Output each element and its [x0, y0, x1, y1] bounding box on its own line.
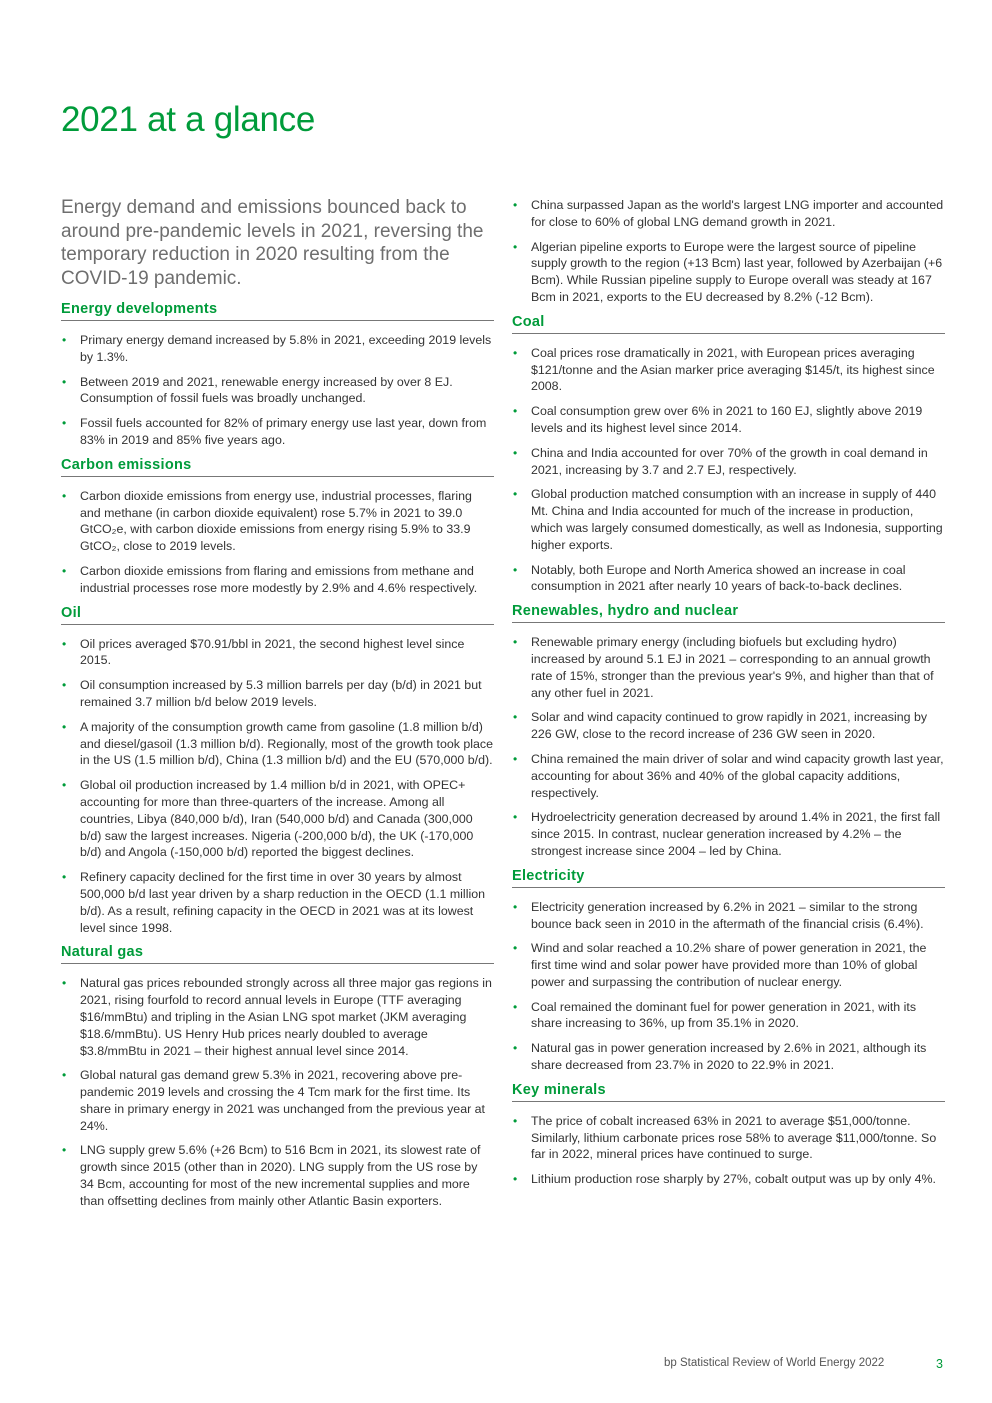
page-number: 3 — [936, 1357, 943, 1371]
bullet-dot-icon: • — [513, 1113, 518, 1128]
continued-natural-gas-list — [512, 197, 945, 306]
bullet-dot-icon: • — [513, 899, 518, 914]
intro-paragraph: Energy demand and emissions bounced back to around pre-pandemic levels in 2021, reversing the temporary reduction in 2020 resulting from the COVID-19 pandemic. — [61, 197, 484, 289]
bullet-item — [61, 415, 494, 449]
bullet-item — [512, 1113, 945, 1163]
left-column — [61, 196, 494, 1218]
bullet-item — [61, 869, 494, 936]
bullet-text: Global oil production increased by 1.4 million b/d in 2021, with OPEC+ accounting for more than three-quarters of the increase. Among all countries, Libya (840,000 b/d), Iran (540,000 b/d) and Canada (300,000 b/d) saw the largest increases. Nigeria (-200,000 b/d), the UK (-170,000 b/d) and Angola (-150,000 b/d) reported the biggest declines. — [80, 778, 474, 860]
bullet-text: Notably, both Europe and North America showed an increase in coal consumption in 2021 after nearly 10 years of back-to-back declines. — [531, 562, 906, 594]
section-oil — [61, 605, 494, 937]
bullet-text: Carbon dioxide emissions from flaring and emissions from methane and industrial processes rose more modestly by 2.9% and 4.6% respectively. — [80, 563, 478, 595]
bullet-item — [61, 677, 494, 711]
bullet-list — [61, 332, 494, 449]
section-heading: Oil — [61, 605, 494, 625]
bullet-text: Coal prices rose dramatically in 2021, with European prices averaging $121/tonne and the Asian marker price averaging $145/t, its highest since 2008. — [531, 345, 935, 394]
right-column — [512, 197, 945, 1196]
bullet-dot-icon: • — [62, 563, 67, 578]
bullet-item — [61, 332, 494, 366]
bullet-text: Solar and wind capacity continued to grow rapidly in 2021, increasing by 226 GW, close to the record increase of 236 GW seen in 2020. — [531, 710, 928, 742]
bullet-text: Fossil fuels accounted for 82% of primary energy use last year, down from 83% in 2019 and 85% five years ago. — [80, 416, 487, 447]
footer-publication: bp Statistical Review of World Energy 2022 — [664, 1357, 885, 1369]
bullet-dot-icon: • — [62, 488, 67, 503]
bullet-dot-icon: • — [513, 445, 518, 460]
bullet-dot-icon: • — [513, 562, 518, 577]
bullet-dot-icon: • — [513, 239, 518, 254]
section-heading: Energy developments — [61, 301, 494, 321]
bullet-text: Carbon dioxide emissions from energy use, industrial processes, flaring and methane (in carbon dioxide equivalent) rose 5.7% in 2021 to 39.0 GtCO₂e, with carbon dioxide emissions from energy rising 5.9% to 33.9 GtCO₂, close to 2019 levels. — [80, 488, 472, 554]
bullet-item — [512, 562, 945, 596]
bullet-dot-icon: • — [513, 810, 518, 825]
bullet-list — [512, 1113, 945, 1188]
bullet-text: Hydroelectricity generation decreased by around 1.4% in 2021, the first fall since 2015. In contrast, nuclear generation increased by 4.2% – the strongest increase since 2004 – led by China. — [531, 810, 941, 858]
section-electricity — [512, 868, 945, 1074]
bullet-item — [61, 719, 494, 769]
section-renewables-hydro-and-nuclear — [512, 603, 945, 860]
bullet-text: Coal remained the dominant fuel for power generation in 2021, with its share increasing to 36%, up from 35.1% in 2020. — [531, 999, 917, 1031]
bullet-dot-icon: • — [62, 870, 67, 885]
bullet-dot-icon: • — [513, 198, 518, 212]
bullet-item — [61, 777, 494, 861]
bullet-text: Lithium production rose sharply by 27%, cobalt output was up by only 4%. — [531, 1172, 936, 1187]
bullet-dot-icon: • — [513, 710, 518, 725]
bullet-item — [61, 563, 494, 597]
bullet-text: Refinery capacity declined for the first time in over 30 years by almost 500,000 b/d last year driven by a sharp reduction in the OECD (1.1 million b/d). As a result, refining capacity in the OECD in 2021 was at its lowest level since 1998. — [80, 870, 485, 935]
bullet-item — [512, 239, 945, 306]
section-coal — [512, 314, 945, 595]
bullet-text: Global production matched consumption with an increase in supply of 440 Mt. China and India accounted for much of the increase in production, which was largely consumed domestically, as well as Indonesia, supporting higher exports. — [531, 487, 943, 552]
bullet-item — [512, 403, 945, 437]
bullet-list — [512, 634, 945, 860]
bullet-text: A majority of the consumption growth came from gasoline (1.8 million b/d) and diesel/gasoil (1.3 million b/d). Regionally, most of the growth took place in the US (1.5 million b/d), China (1.3 million b/d) and the EU (570,000 b/d). — [80, 719, 494, 768]
bullet-item — [61, 488, 494, 555]
bullet-text: Natural gas in power generation increased by 2.6% in 2021, although its share decreased from 23.7% in 2020 to 22.9% in 2021. — [531, 1041, 927, 1073]
bullet-item — [61, 975, 494, 1059]
bullet-dot-icon: • — [62, 416, 67, 431]
bullet-text: Primary energy demand increased by 5.8% in 2021, exceeding 2019 levels by 1.3%. — [80, 333, 492, 364]
bullet-text: Coal consumption grew over 6% in 2021 to 160 EJ, slightly above 2019 levels and its highest level since 2014. — [531, 404, 923, 435]
bullet-item — [61, 1142, 494, 1209]
bullet-dot-icon: • — [62, 374, 67, 389]
bullet-dot-icon: • — [62, 333, 67, 347]
section-heading: Coal — [512, 314, 945, 334]
section-key-minerals — [512, 1082, 945, 1188]
bullet-dot-icon: • — [513, 1041, 518, 1056]
section-heading: Key minerals — [512, 1082, 945, 1102]
section-natural-gas — [61, 944, 494, 1209]
bullet-text: The price of cobalt increased 63% in 2021 to average $51,000/tonne. Similarly, lithium carbonate prices rose 58% to average $11,000/tonne. So far in 2022, mineral prices have continued to surge. — [531, 1113, 937, 1162]
bullet-dot-icon: • — [62, 636, 67, 651]
bullet-item — [512, 486, 945, 553]
bullet-dot-icon: • — [62, 1143, 67, 1158]
bullet-item — [512, 197, 945, 231]
section-heading: Natural gas — [61, 944, 494, 964]
bullet-item — [512, 999, 945, 1033]
right-sections — [512, 314, 945, 1188]
bullet-dot-icon: • — [62, 678, 67, 693]
bullet-text: China and India accounted for over 70% of the growth in coal demand in 2021, increasing by 3.7 and 2.7 EJ, respectively. — [531, 445, 928, 477]
bullet-dot-icon: • — [513, 941, 518, 956]
bullet-dot-icon: • — [513, 345, 518, 360]
bullet-dot-icon: • — [62, 976, 67, 991]
bullet-item — [512, 940, 945, 990]
section-heading: Renewables, hydro and nuclear — [512, 603, 945, 623]
bullet-item — [61, 636, 494, 670]
bullet-dot-icon: • — [513, 999, 518, 1014]
bullet-text: Electricity generation increased by 6.2% in 2021 – similar to the strong bounce back seen in 2010 in the aftermath of the financial crisis (6.4%). — [531, 899, 924, 931]
bullet-text: Global natural gas demand grew 5.3% in 2021, recovering above pre-pandemic 2019 levels and crossing the 4 Tcm mark for the first time. Its share in primary energy in 2021 was unchanged from the previous year at 24%. — [80, 1068, 485, 1133]
bullet-text: Oil prices averaged $70.91/bbl in 2021, the second highest level since 2015. — [80, 636, 465, 668]
bullet-dot-icon: • — [62, 778, 67, 793]
bullet-text: Renewable primary energy (including biofuels but excluding hydro) increased by around 5.1 EJ in 2021 – corresponding to an annual growth rate of 15%, stronger than the previous year's 9%, and higher than that of any other fuel in 2021. — [531, 635, 934, 700]
bullet-dot-icon: • — [513, 404, 518, 419]
bullet-list — [512, 899, 945, 1074]
bullet-list — [61, 975, 494, 1209]
page-title: 2021 at a glance — [61, 100, 316, 139]
bullet-dot-icon: • — [62, 719, 67, 734]
section-heading: Electricity — [512, 868, 945, 888]
bullet-item — [512, 1040, 945, 1074]
bullet-text: Algerian pipeline exports to Europe were the largest source of pipeline supply growth to the region (+13 Bcm) last year, followed by Azerbaijan (+6 Bcm). While Russian pipeline supply to Europe overall was steady at 167 Bcm in 2021, exports to the EU decreased by 8.2% (-12 Bcm). — [531, 239, 943, 304]
bullet-item — [512, 634, 945, 701]
bullet-dot-icon: • — [513, 1172, 518, 1187]
bullet-text: China remained the main driver of solar and wind capacity growth last year, accounting for about 36% and 40% of the global capacity additions, respectively. — [531, 751, 944, 800]
bullet-text: China surpassed Japan as the world's largest LNG importer and accounted for close to 60% of global LNG demand growth in 2021. — [531, 198, 944, 229]
bullet-item — [512, 751, 945, 801]
bullet-list — [61, 488, 494, 597]
bullet-item — [512, 1171, 945, 1188]
bullet-list — [61, 636, 494, 937]
bullet-item — [61, 1067, 494, 1134]
left-sections — [61, 301, 494, 1210]
bullet-text: Between 2019 and 2021, renewable energy increased by over 8 EJ. Consumption of fossil fuels was broadly unchanged. — [80, 374, 453, 406]
bullet-item — [512, 899, 945, 933]
bullet-item — [512, 709, 945, 743]
bullet-item — [512, 809, 945, 859]
bullet-item — [512, 445, 945, 479]
bullet-item — [61, 374, 494, 408]
bullet-dot-icon: • — [513, 487, 518, 502]
bullet-text: Wind and solar reached a 10.2% share of power generation in 2021, the first time wind and solar power have provided more than 10% of global power and surpassing the contribution of nuclear energy. — [531, 941, 927, 989]
bullet-dot-icon: • — [62, 1068, 67, 1083]
section-energy-developments — [61, 301, 494, 449]
section-heading: Carbon emissions — [61, 457, 494, 477]
bullet-dot-icon: • — [513, 751, 518, 766]
bullet-list — [512, 345, 945, 595]
section-carbon-emissions — [61, 457, 494, 597]
bullet-dot-icon: • — [513, 635, 518, 650]
bullet-item — [512, 345, 945, 395]
bullet-text: LNG supply grew 5.6% (+26 Bcm) to 516 Bcm in 2021, its slowest rate of growth since 2015 (other than in 2020). LNG supply from the US rose by 34 Bcm, accounting for most of the new incremental supplies and more than offsetting declines from mainly other Atlantic Basin exporters. — [80, 1143, 481, 1208]
bullet-text: Natural gas prices rebounded strongly across all three major gas regions in 2021, rising fourfold to record annual levels in Europe (TTF averaging $16/mmBtu) and tripling in the Asian LNG spot market (JKM averaging $18.6/mmBtu). US Henry Hub prices nearly doubled to average $3.8/mmBtu in 2021 – their highest annual level since 2014. — [80, 976, 492, 1058]
bullet-text: Oil consumption increased by 5.3 million barrels per day (b/d) in 2021 but remained 3.7 million b/d below 2019 levels. — [80, 678, 482, 709]
